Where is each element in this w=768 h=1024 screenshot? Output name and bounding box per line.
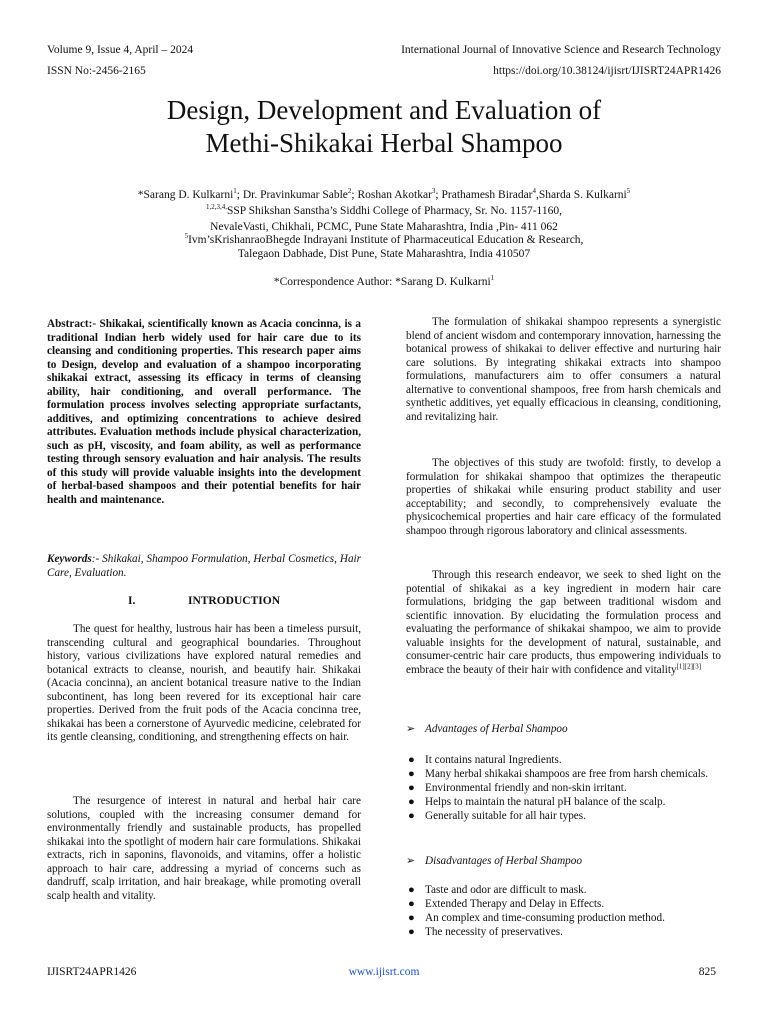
right-paragraph-1 [406, 316, 721, 424]
bullet-icon: ● [408, 768, 415, 780]
affiliation-1-text: SSP Shikshan Sanstha’s Siddhi College of Pharmacy, Sr. No. 1157-1160, [227, 205, 562, 217]
right-paragraph-3-text: Through this research endeavor, we seek to shed light on the potential of shikakai as a key ingredient in modern hair care formulations, bridging the gap between traditional wisdom and scientific innovation. By elucidating the formulation process and evaluating the performance of shikakai shampoo, we aim to provide valuable insights for the development of natural, sustainable, and consumer-centric hair care products, thus empowering individuals to embrace the beauty of their hair with confidence and vitality [406, 569, 721, 676]
list-item-text: Extended Therapy and Delay in Effects. [425, 898, 605, 910]
abstract: Abstract:- Shikakai, scientifically known as Acacia concinna, is a traditional Indian herb widely used for hair care due to its cleansing and conditioning properties. This research paper aims to Design, develop and evaluation of a shampoo incorporating shikakai extract, assessing its efficacy in terms of cleansing ability, hair conditioning, and overall performance. The formulation process involves selecting appropriate surfactants, additives, and optimizing concentrations to achieve desired attributes. Evaluation methods include physical characterization, such as pH, viscosity, and foam ability, as well as performance testing through sensory evaluation and hair analysis. The results of this study will provide valuable insights into the development of herbal-based shampoos and their potential benefits for hair health and maintenance. [47, 318, 361, 506]
list-item [406, 883, 721, 897]
author-3-sup: 3 [431, 187, 436, 196]
affiliation-1-address: NevaleVasti, Chikhali, PCMC, Pune State Maharashtra, India ,Pin- 411 062 [210, 221, 558, 233]
arrow-bullet-icon: ➢ [406, 723, 416, 735]
correspondence-sup: 1 [490, 274, 495, 283]
advantages-heading [406, 722, 721, 735]
author-3: ; Roshan Akotkar [351, 189, 432, 201]
list-item [406, 781, 721, 795]
list-item [406, 911, 721, 925]
correspondence-text: *Correspondence Author: *Sarang D. Kulkarni [273, 276, 491, 288]
bullet-icon: ● [408, 810, 415, 822]
author-5: ,Sharda S. Kulkarni [536, 189, 627, 201]
affiliation-2-address: Talegaon Dabhade, Dist Pune, State Maharashtra, India 410507 [237, 248, 531, 260]
list-item-text: An complex and time-consuming production method. [425, 912, 665, 924]
citation-refs: [1][2][3] [676, 661, 702, 670]
list-item [406, 795, 721, 809]
affiliation-1-sup: 1,2,3,4, [206, 203, 227, 212]
section-number: I. [127, 595, 136, 607]
affiliation-2-sup: 5 [184, 232, 189, 241]
intro-paragraph-2 [47, 795, 361, 903]
list-item [406, 809, 721, 823]
doi-link[interactable]: https://doi.org/10.38124/ijisrt/IJISRT24APR1426 [493, 65, 721, 77]
list-item-text: Generally suitable for all hair types. [425, 810, 586, 822]
bullet-icon: ● [408, 912, 415, 924]
bullet-icon: ● [408, 884, 415, 896]
paper-title-line-1: Design, Development and Evaluation of [166, 95, 602, 125]
intro-paragraph-2-text: The resurgence of interest in natural and herbal hair care solutions, coupled with the increasing consumer demand for environmentally friendly and sustainable products, has propelled shikakai into the spotlight of modern hair care formulations. Shikakai extracts, rich in saponins, flavonoids, and vitamins, offer a holistic approach to hair care, addressing a myriad of concerns such as dandruff, scalp irritation, and hair breakage, while promoting overall scalp health and vitality. [47, 795, 361, 902]
right-paragraph-3 [406, 569, 721, 677]
list-item [406, 767, 721, 781]
disadvantages-list [406, 883, 721, 939]
list-item-text: Helps to maintain the natural pH balance of the scalp. [425, 796, 666, 808]
affiliation-2-text: Ivm’sKrishanraoBhegde Indrayani Institute of Pharmaceutical Education & Research, [188, 234, 584, 246]
list-item-text: Taste and odor are difficult to mask. [425, 884, 587, 896]
journal-name: International Journal of Innovative Science and Research Technology [401, 44, 721, 56]
author-2-sup: 2 [347, 187, 352, 196]
paper-title-line-2: Methi-Shikakai Herbal Shampoo [205, 128, 563, 158]
list-item [406, 753, 721, 767]
arrow-bullet-icon: ➢ [406, 855, 416, 867]
website-link[interactable]: www.ijisrt.com [348, 966, 420, 978]
affiliation-1 [0, 203, 768, 219]
list-item-text: It contains natural Ingredients. [425, 754, 562, 766]
right-paragraph-1-text: The formulation of shikakai shampoo represents a synergistic blend of ancient wisdom and contemporary innovation, harnessing the botanical prowess of shikakai to deliver effective and nurturing hair care solutions. By integrating shikakai extracts into shampoo formulations, manufacturers aim to offer consumers a natural alternative to conventional shampoos, free from harsh chemicals and synthetic additives, yet equally efficacious in cleansing, conditioning, and revitalizing hair. [406, 316, 721, 423]
correspondence-author [0, 274, 768, 290]
list-item [406, 897, 721, 911]
list-item [406, 925, 721, 939]
author-1: *Sarang D. Kulkarni [137, 189, 234, 201]
author-list [0, 187, 768, 203]
section-heading-introduction [47, 595, 361, 607]
author-2: ; Dr. Pravinkumar Sable [236, 189, 348, 201]
right-paragraph-2 [406, 457, 721, 538]
disadvantages-heading [406, 854, 721, 867]
right-paragraph-2-text: The objectives of this study are twofold: firstly, to develop a formulation for shikakai shampoo that optimizes the therapeutic properties of shikakai while ensuring product stability and user acceptability; and secondly, to comprehensively evaluate the physicochemical properties and hair care efficacy of the formulated shampoo through rigorous laboratory and clinical assessments. [406, 457, 721, 537]
advantages-title: Advantages of Herbal Shampoo [425, 723, 568, 735]
bullet-icon: ● [408, 796, 415, 808]
footer-paper-id: IJISRT24APR1426 [47, 966, 137, 978]
section-title: INTRODUCTION [187, 595, 280, 607]
keywords [47, 553, 361, 580]
author-4-sup: 4 [532, 187, 537, 196]
author-1-sup: 1 [233, 187, 237, 196]
intro-paragraph-1-text: The quest for healthy, lustrous hair has been a timeless pursuit, transcending cultural and geographical boundaries. Throughout history, various civilizations have explored natural remedies and botanical extracts to cleanse, nourish, and beautify hair. Shikakai (Acacia concinna), an ancient botanical treasure native to the Indian subcontinent, has long been revered for its exceptional hair care properties. Derived from the fruit pods of the Acacia concinna tree, shikakai has been a cornerstone of Ayurvedic medicine, celebrated for its gentle cleansing, conditioning, and strengthening effects on hair. [47, 623, 361, 743]
keywords-text: :- Shikakai, Shampoo Formulation, Herbal Cosmetics, Hair Care, Evaluation. [47, 553, 361, 579]
list-item-text: The necessity of preservatives. [425, 926, 563, 938]
author-4: ; Prathamesh Biradar [435, 189, 533, 201]
page-number: 825 [698, 966, 716, 978]
advantages-list [406, 753, 721, 823]
bullet-icon: ● [408, 754, 415, 766]
issn: ISSN No:-2456-2165 [47, 65, 146, 77]
volume-info: Volume 9, Issue 4, April – 2024 [47, 44, 194, 56]
bullet-icon: ● [408, 926, 415, 938]
disadvantages-title: Disadvantages of Herbal Shampoo [425, 855, 582, 867]
bullet-icon: ● [408, 782, 415, 794]
footer-website-link[interactable] [0, 966, 768, 978]
intro-paragraph-1 [47, 623, 361, 745]
list-item-text: Many herbal shikakai shampoos are free from harsh chemicals. [425, 768, 709, 780]
list-item-text: Environmental friendly and non-skin irritant. [425, 782, 627, 794]
bullet-icon: ● [408, 898, 415, 910]
keywords-label: Keywords [47, 553, 92, 565]
author-5-sup: 5 [626, 187, 631, 196]
